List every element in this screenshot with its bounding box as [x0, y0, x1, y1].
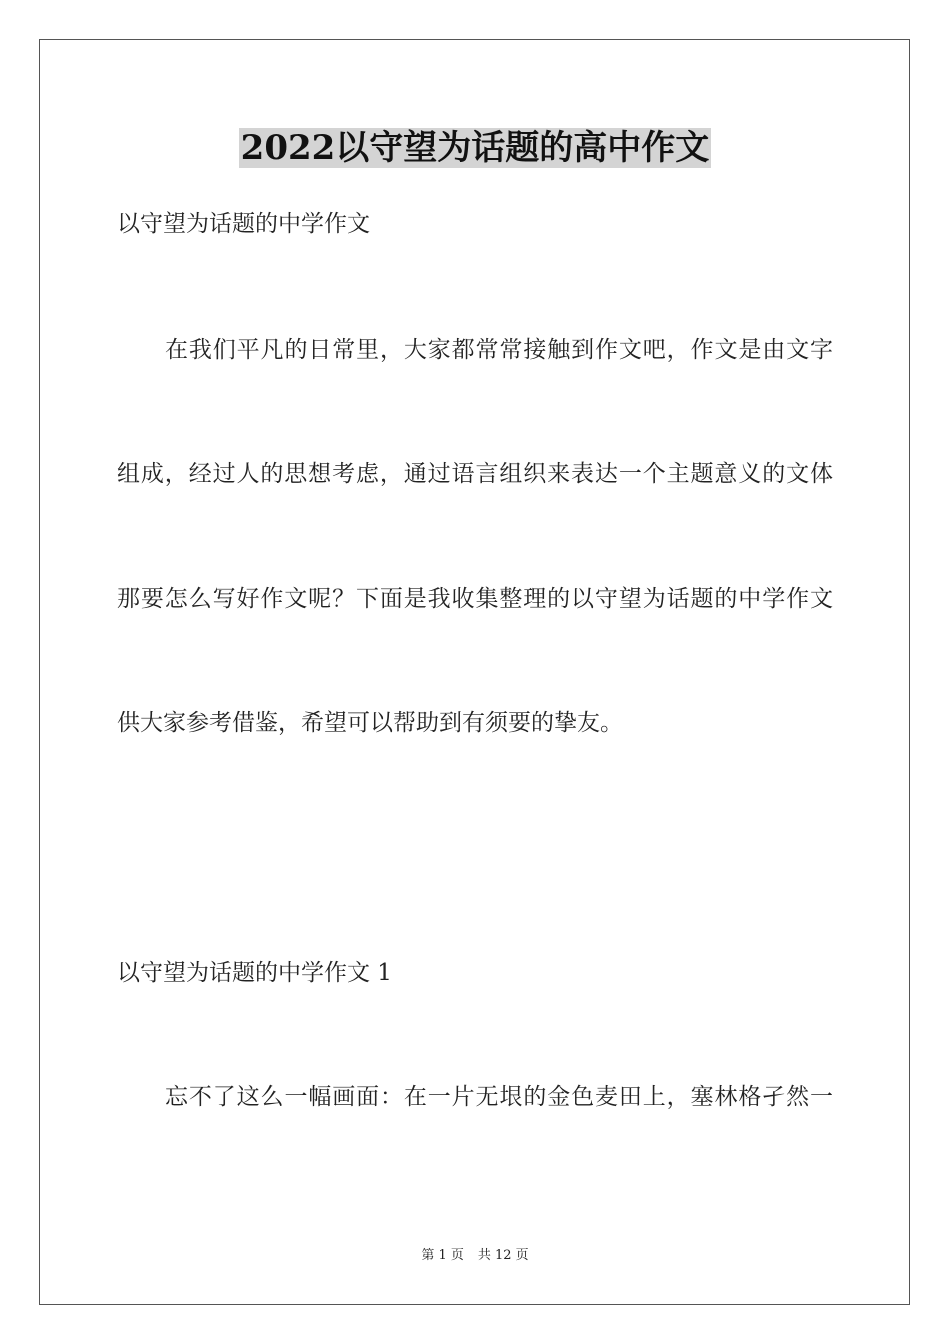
document-title	[0, 126, 950, 170]
paragraph-line: 忘不了这么一幅画面：在一片无垠的金色麦田上，塞林格孑然一	[165, 1084, 833, 1110]
paragraph-line: 在我们平凡的日常里，大家都常常接触到作文吧，作文是由文字	[165, 337, 833, 363]
paragraph-line: 那要怎么写好作文呢？下面是我收集整理的以守望为话题的中学作文	[117, 586, 833, 612]
document-subtitle: 以守望为话题的中学作文	[117, 211, 370, 237]
document-title-text: 2022以守望为话题的高中作文	[240, 128, 710, 168]
page-total: 共 12 页	[477, 1248, 529, 1263]
paragraph-line: 组成，经过人的思想考虑，通过语言组织来表达一个主题意义的文体	[117, 461, 833, 487]
page-footer	[0, 1247, 950, 1265]
section-heading: 以守望为话题的中学作文 1	[117, 960, 392, 986]
paragraph-line: 供大家参考借鉴，希望可以帮助到有须要的挚友。	[117, 710, 623, 736]
page-number: 第 1 页	[421, 1248, 464, 1263]
